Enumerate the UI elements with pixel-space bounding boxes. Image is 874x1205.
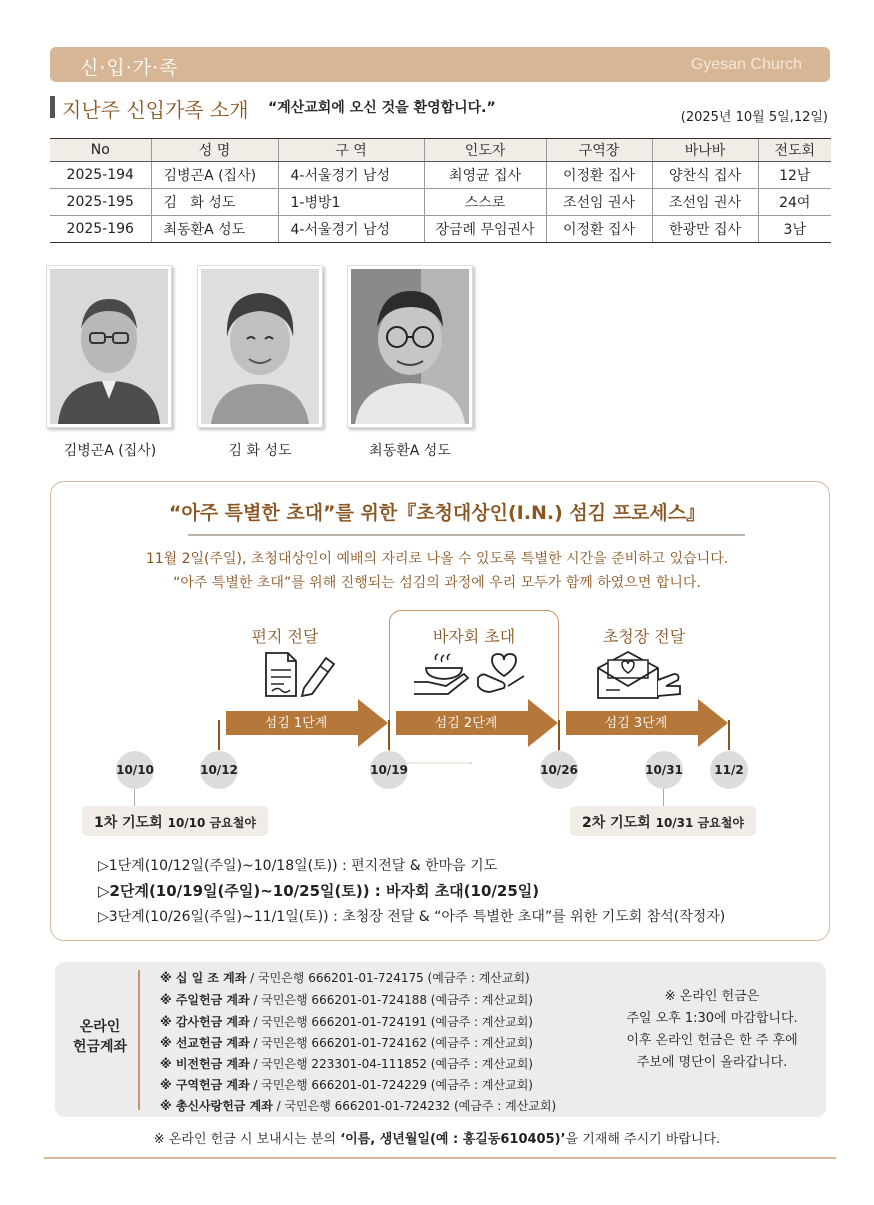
account-detail: / 국민은행 666201-01-724188 (예금주 : 계산교회) (249, 993, 533, 1007)
account-name: ※ 총신사랑헌금 계좌 (160, 1099, 273, 1113)
portrait-image (201, 269, 319, 424)
photo-caption: 김 화 성도 (228, 443, 292, 459)
timeline-node: 10/26 (540, 751, 578, 789)
col-header-district-leader: 구역장 (546, 139, 652, 162)
note-line: 주일 오후 1:30에 마감합니다. (626, 1011, 798, 1026)
footer-note (0, 1128, 874, 1147)
cell-district: 4-서울경기 남성 (278, 216, 424, 243)
member-photo (347, 265, 473, 428)
account-line (160, 969, 530, 986)
member-photo (197, 265, 323, 428)
member-photo (46, 265, 172, 428)
stage-2-label: 바자회 초대 (432, 627, 516, 646)
cell-name: 김 화 성도 (151, 189, 278, 216)
cell-no: 2025-194 (50, 162, 151, 189)
table-row (50, 162, 831, 189)
account-name: ※ 십 일 조 계좌 (160, 971, 247, 985)
footer-rule (44, 1157, 836, 1159)
offering-label-line-1: 온라인 (79, 1019, 121, 1035)
online-offering-note (612, 986, 812, 1074)
note-line: 주보에 명단이 올라갑니다. (636, 1055, 788, 1070)
food-heart-icon (412, 652, 530, 698)
timeline-node: 10/12 (200, 751, 238, 789)
col-header-no: No (50, 139, 151, 162)
cell-mission-group: 12남 (758, 162, 831, 189)
timeline-tick (558, 720, 560, 750)
timeline-tick (728, 720, 730, 750)
account-line (160, 1013, 533, 1030)
photo-caption: 최동환A 성도 (369, 443, 451, 459)
prayer-meeting-1 (82, 806, 268, 836)
stage-3-arrow (566, 699, 728, 747)
table-row (50, 189, 831, 216)
cell-no: 2025-195 (50, 189, 151, 216)
account-line (160, 1034, 533, 1051)
cell-district-leader: 이정환 집사 (546, 216, 652, 243)
account-line (160, 991, 533, 1008)
footer-suffix: 을 기재해 주시기 바랍니다. (565, 1132, 721, 1147)
title-marker (50, 96, 55, 118)
stage-1-arrow (226, 699, 388, 747)
account-detail: / 국민은행 666201-01-724175 (예금주 : 계산교회) (246, 971, 530, 985)
title-underline (188, 534, 745, 536)
timeline-tick (218, 720, 220, 750)
footer-prefix: ※ 온라인 헌금 시 보내시는 분의 (153, 1132, 341, 1147)
section-heading: 지난주 신입가족 소개 (62, 98, 249, 122)
timeline-node: 11/2 (710, 751, 748, 789)
prayer-connector (134, 789, 135, 806)
timeline-node: 10/19 (370, 751, 408, 789)
step-description-3: ▷3단계(10/26일(주일)~11/1일(토)) : 초청장 전달 & “아주 특별한 초대”를 위한 기도회 참석(작정자) (98, 909, 726, 925)
account-name: ※ 주일헌금 계좌 (160, 993, 250, 1007)
stage-3-label: 초청장 전달 (602, 627, 686, 646)
stage-2-arrow (396, 699, 558, 747)
portrait-image (351, 269, 469, 424)
cell-no: 2025-196 (50, 216, 151, 243)
process-subtitle-2: “아주 특별한 초대”를 위해 진행되는 섬김의 과정에 우리 모두가 함께 하였으면 합니다. (173, 575, 701, 591)
account-line (160, 1076, 533, 1093)
account-name: ※ 비전헌금 계좌 (160, 1057, 250, 1071)
cell-name: 최동환A 성도 (151, 216, 278, 243)
prayer-1-detail: 10/10 금요철야 (167, 816, 256, 830)
offering-label-line-2: 헌금계좌 (72, 1039, 128, 1055)
table-row (50, 216, 831, 243)
cell-mission-group: 3남 (758, 216, 831, 243)
photo-caption: 김병곤A (집사) (63, 443, 157, 459)
timeline-axis (72, 762, 792, 764)
cell-district: 1-병방1 (278, 189, 424, 216)
prayer-1-label: 1차 기도회 (94, 815, 163, 831)
prayer-2-detail: 10/31 금요철야 (655, 816, 744, 830)
account-line (160, 1055, 533, 1072)
header-bar (50, 47, 830, 82)
cell-barnabas: 양찬식 집사 (652, 162, 758, 189)
portrait-image (50, 269, 168, 424)
col-header-guide: 인도자 (424, 139, 546, 162)
note-line: 이후 온라인 헌금은 한 주 후에 (626, 1033, 798, 1048)
account-detail: / 국민은행 666201-01-724232 (예금주 : 계산교회) (272, 1099, 557, 1113)
footer-emphasis: ‘이름, 생년월일(예 : 홍길동610405)’ (340, 1132, 566, 1147)
process-subtitle-1: 11월 2일(주일), 초청대상인이 예배의 자리로 나올 수 있도록 특별한 시간을 준비하고 있습니다. (145, 551, 729, 567)
account-name: ※ 감사헌금 계좌 (160, 1015, 250, 1029)
step-description-1: ▷1단계(10/12일(주일)~10/18일(토)) : 편지전달 & 한마음 기도 (98, 858, 498, 874)
prayer-2-label: 2차 기도회 (582, 815, 651, 831)
invitation-envelope-icon (594, 650, 686, 700)
cell-barnabas: 조선임 권사 (652, 189, 758, 216)
cell-district: 4-서울경기 남성 (278, 162, 424, 189)
stage-1-step-label: 섬김 1단계 (264, 716, 328, 731)
church-name: Gyesan Church (690, 56, 802, 73)
account-detail: / 국민은행 666201-01-724229 (예금주 : 계산교회) (249, 1078, 533, 1092)
prayer-meeting-2 (570, 806, 756, 836)
account-detail: / 국민은행 666201-01-724191 (예금주 : 계산교회) (249, 1015, 533, 1029)
col-header-mission-group: 전도회 (758, 139, 831, 162)
account-name: ※ 구역헌금 계좌 (160, 1078, 250, 1092)
cell-guide: 최영균 집사 (424, 162, 546, 189)
table-header-row (50, 139, 831, 162)
cell-district-leader: 조선임 권사 (546, 189, 652, 216)
note-line: ※ 온라인 헌금은 (664, 989, 760, 1004)
stage-3-step-label: 섬김 3단계 (604, 716, 668, 731)
letter-pen-icon (260, 650, 340, 700)
cell-mission-group: 24여 (758, 189, 831, 216)
account-line (160, 1097, 556, 1114)
col-header-name: 성 명 (151, 139, 278, 162)
cell-guide: 장금례 무임권사 (424, 216, 546, 243)
stage-1-label: 편지 전달 (251, 627, 319, 646)
timeline-node: 10/31 (645, 751, 683, 789)
stage-2-step-label: 섬김 2단계 (434, 716, 498, 731)
cell-guide: 스스로 (424, 189, 546, 216)
col-header-barnabas: 바나바 (652, 139, 758, 162)
members-table (50, 138, 831, 243)
step-description-2: ▷2단계(10/19일(주일)~10/25일(토)) : 바자회 초대(10/25일) (98, 882, 540, 900)
offering-divider (138, 970, 140, 1110)
date-range: (2025년 10월 5일,12일) (680, 110, 828, 125)
header-title: 신·입·가·족 (80, 57, 179, 79)
timeline-node: 10/10 (116, 751, 154, 789)
col-header-district: 구 역 (278, 139, 424, 162)
account-detail: / 국민은행 223301-04-111852 (예금주 : 계산교회) (249, 1057, 533, 1071)
welcome-text: “계산교회에 오신 것을 환영합니다.” (268, 100, 496, 116)
process-title: “아주 특별한 초대”를 위한『초청대상인(I.N.) 섬김 프로세스』 (168, 502, 706, 524)
account-name: ※ 선교헌금 계좌 (160, 1036, 250, 1050)
cell-barnabas: 한광만 집사 (652, 216, 758, 243)
account-detail: / 국민은행 666201-01-724162 (예금주 : 계산교회) (249, 1036, 533, 1050)
cell-district-leader: 이정환 집사 (546, 162, 652, 189)
cell-name: 김병곤A (집사) (151, 162, 278, 189)
offering-label (60, 1017, 140, 1057)
timeline-tick (388, 720, 390, 750)
prayer-connector (663, 789, 664, 806)
